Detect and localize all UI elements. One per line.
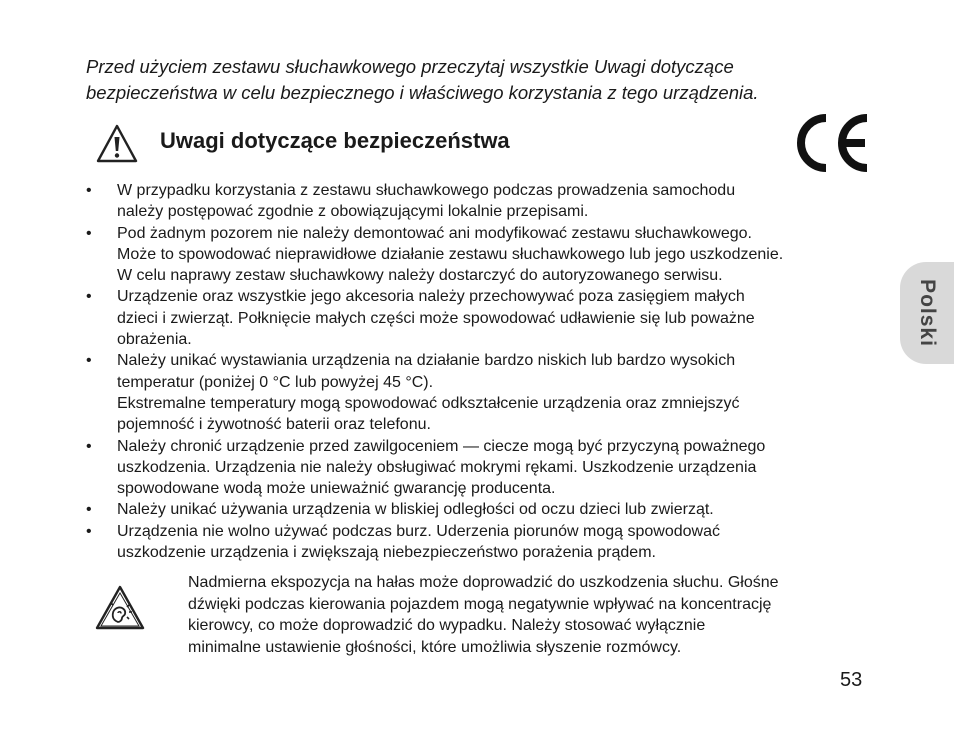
list-item xyxy=(86,436,876,500)
language-side-tab xyxy=(900,262,954,364)
list-item-line: Należy chronić urządzenie przed zawilgoceniem — ciecze mogą być przyczyną poważnego xyxy=(117,437,766,455)
intro-paragraph xyxy=(86,54,886,106)
list-item-line: Urządzenia nie wolno używać podczas burz. Uderzenia piorunów mogą spowodować xyxy=(117,522,720,540)
list-item-line: uszkodzenie urządzenia i zwiększają niebezpieczeństwo porażenia prądem. xyxy=(117,544,656,562)
list-item xyxy=(86,223,876,287)
list-item-line: Może to spowodować nieprawidłowe działanie zestawu słuchawkowego lub jego uszkodzenie. xyxy=(117,245,784,263)
list-item-line: uszkodzenia. Urządzenia nie należy obsługiwać mokrymi rękami. Uszkodzenie urządzenia xyxy=(117,458,757,476)
list-item xyxy=(86,286,876,350)
list-item-line: Należy unikać używania urządzenia w bliskiej odległości od oczu dzieci lub zwierząt. xyxy=(117,501,714,519)
bullet-dot: • xyxy=(86,501,92,519)
list-item-line: W celu naprawy zestaw słuchawkowy należy dostarczyć do autoryzowanego serwisu. xyxy=(117,267,723,285)
list-item xyxy=(86,521,876,564)
list-item-line: temperatur (poniżej 0 °C lub powyżej 45 °C). xyxy=(117,373,434,391)
bullet-dot: • xyxy=(86,182,92,199)
language-tab-label: Polski xyxy=(916,279,939,347)
list-item-line: pojemność i żywotność baterii oraz telefonu. xyxy=(117,416,431,434)
list-item xyxy=(86,180,876,223)
list-item-line: Pod żadnym pozorem nie należy demontować ani modyfikować zestawu słuchawkowego. xyxy=(117,224,752,242)
list-item-line: spowodowane wodą może unieważnić gwarancję producenta. xyxy=(117,480,556,498)
list-item xyxy=(86,499,876,520)
list-item-line: dzieci i zwierząt. Połknięcie małych części może spowodować udławienie się lub poważne xyxy=(117,309,755,327)
noise-warning-line: Nadmierna ekspozycja na hałas może doprowadzić do uszkodzenia słuchu. Głośne xyxy=(188,574,779,591)
list-item-line: Ekstremalne temperatury mogą spowodować odkształcenie urządzenia oraz zmniejszyć xyxy=(117,394,740,412)
list-item-line: Należy unikać wystawiania urządzenia na działanie bardzo niskich lub bardzo wysokich xyxy=(117,352,736,370)
warning-triangle-icon xyxy=(95,123,139,165)
bullet-dot: • xyxy=(86,288,92,306)
list-item-line: należy postępować zgodnie z obowiązującymi lokalnie przepisami. xyxy=(117,203,589,221)
intro-line: Przed użyciem zestawu słuchawkowego przeczytaj wszystkie Uwagi dotyczące xyxy=(86,56,734,77)
bullet-dot: • xyxy=(86,352,92,370)
noise-warning-text xyxy=(188,572,888,658)
bullet-dot: • xyxy=(86,522,92,540)
noise-warning-line: kierowcy, co może doprowadzić do wypadku. Należy stosować wyłącznie xyxy=(188,617,706,634)
list-item-line: Urządzenie oraz wszystkie jego akcesoria należy przechowywać poza zasięgiem małych xyxy=(117,288,745,306)
page-number: 53 xyxy=(840,669,863,691)
list-item-line: W przypadku korzystania z zestawu słuchawkowego podczas prowadzenia samochodu xyxy=(117,182,736,199)
list-item-line: obrażenia. xyxy=(117,331,192,349)
section-title: Uwagi dotyczące bezpieczeństwa xyxy=(160,128,510,153)
bullet-dot: • xyxy=(86,224,92,242)
ce-mark-icon xyxy=(793,112,871,174)
noise-warning-line: minimalne ustawienie głośności, które umożliwia słyszenie rozmówcy. xyxy=(188,638,682,656)
safety-bullet-list xyxy=(86,180,876,563)
list-item xyxy=(86,350,876,435)
bullet-dot: • xyxy=(86,437,92,455)
hearing-warning-icon xyxy=(95,585,145,631)
intro-line: bezpieczeństwa w celu bezpiecznego i właściwego korzystania z tego urządzenia. xyxy=(86,82,759,103)
noise-warning-line: dźwięki podczas kierowania pojazdem mogą negatywnie wpływać na koncentrację xyxy=(188,595,772,613)
